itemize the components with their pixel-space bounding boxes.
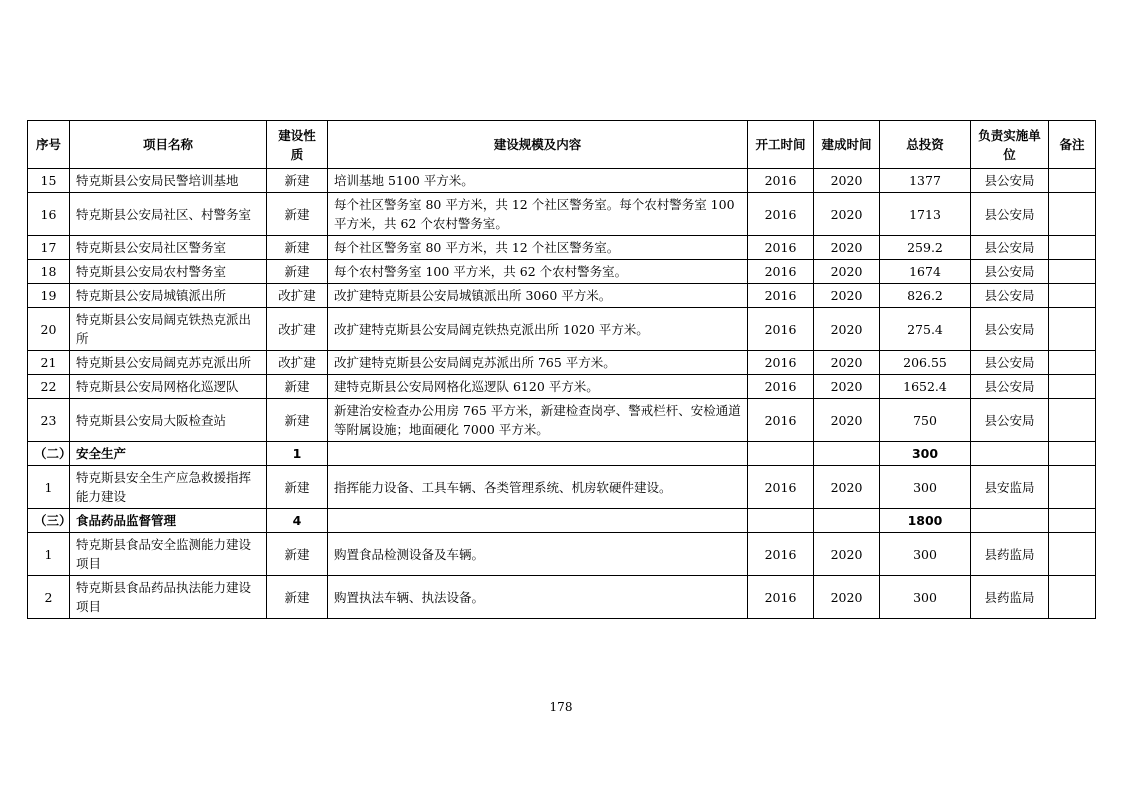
cell-note bbox=[1049, 236, 1096, 260]
cell-nature: 新建 bbox=[267, 533, 328, 576]
cell-content: 每个农村警务室 100 平方米，共 62 个农村警务室。 bbox=[328, 260, 748, 284]
cell-start: 2016 bbox=[748, 260, 814, 284]
cell-invest: 275.4 bbox=[880, 308, 971, 351]
cell-unit: 县公安局 bbox=[971, 193, 1049, 236]
header-no: 序号 bbox=[28, 121, 70, 169]
cell-unit: 县药监局 bbox=[971, 533, 1049, 576]
cell-name: 特克斯县公安局社区、村警务室 bbox=[70, 193, 267, 236]
header-note: 备注 bbox=[1049, 121, 1096, 169]
cell-note bbox=[1049, 576, 1096, 619]
cell-nature: 1 bbox=[267, 442, 328, 466]
cell-nature: 改扩建 bbox=[267, 308, 328, 351]
cell-unit: 县公安局 bbox=[971, 308, 1049, 351]
cell-name: 安全生产 bbox=[70, 442, 267, 466]
section-row bbox=[28, 509, 1096, 533]
cell-no: 17 bbox=[28, 236, 70, 260]
cell-content: 购置食品检测设备及车辆。 bbox=[328, 533, 748, 576]
cell-name: 特克斯县公安局城镇派出所 bbox=[70, 284, 267, 308]
cell-unit bbox=[971, 509, 1049, 533]
cell-name: 特克斯县公安局社区警务室 bbox=[70, 236, 267, 260]
cell-content: 培训基地 5100 平方米。 bbox=[328, 169, 748, 193]
cell-note bbox=[1049, 308, 1096, 351]
cell-unit: 县公安局 bbox=[971, 284, 1049, 308]
section-row bbox=[28, 442, 1096, 466]
cell-content: 改扩建特克斯县公安局阔克苏派出所 765 平方米。 bbox=[328, 351, 748, 375]
cell-no: （三） bbox=[28, 509, 70, 533]
cell-nature: 改扩建 bbox=[267, 284, 328, 308]
cell-invest: 300 bbox=[880, 442, 971, 466]
cell-name: 特克斯县公安局网格化巡逻队 bbox=[70, 375, 267, 399]
cell-start: 2016 bbox=[748, 533, 814, 576]
cell-invest: 1652.4 bbox=[880, 375, 971, 399]
cell-no: （二） bbox=[28, 442, 70, 466]
cell-content bbox=[328, 509, 748, 533]
cell-unit: 县公安局 bbox=[971, 375, 1049, 399]
cell-name: 特克斯县公安局大阪检查站 bbox=[70, 399, 267, 442]
cell-start: 2016 bbox=[748, 351, 814, 375]
cell-no: 20 bbox=[28, 308, 70, 351]
cell-invest: 300 bbox=[880, 576, 971, 619]
cell-no: 16 bbox=[28, 193, 70, 236]
cell-no: 22 bbox=[28, 375, 70, 399]
page-number: 178 bbox=[549, 700, 573, 714]
cell-end: 2020 bbox=[814, 375, 880, 399]
cell-unit: 县公安局 bbox=[971, 399, 1049, 442]
cell-end: 2020 bbox=[814, 399, 880, 442]
cell-nature: 新建 bbox=[267, 169, 328, 193]
cell-note bbox=[1049, 375, 1096, 399]
project-table bbox=[27, 120, 1096, 619]
cell-content: 建特克斯县公安局网格化巡逻队 6120 平方米。 bbox=[328, 375, 748, 399]
cell-end: 2020 bbox=[814, 576, 880, 619]
cell-invest: 259.2 bbox=[880, 236, 971, 260]
cell-name: 特克斯县公安局农村警务室 bbox=[70, 260, 267, 284]
table-row bbox=[28, 466, 1096, 509]
cell-start: 2016 bbox=[748, 466, 814, 509]
cell-note bbox=[1049, 399, 1096, 442]
cell-nature: 新建 bbox=[267, 236, 328, 260]
cell-unit bbox=[971, 442, 1049, 466]
cell-content: 新建治安检查办公用房 765 平方米，新建检查岗亭、警戒栏杆、安检通道等附属设施；地面硬化 7000 平方米。 bbox=[328, 399, 748, 442]
cell-no: 19 bbox=[28, 284, 70, 308]
cell-end: 2020 bbox=[814, 308, 880, 351]
cell-nature: 4 bbox=[267, 509, 328, 533]
header-row bbox=[28, 121, 1096, 169]
cell-end: 2020 bbox=[814, 533, 880, 576]
cell-note bbox=[1049, 193, 1096, 236]
cell-start: 2016 bbox=[748, 193, 814, 236]
table-row bbox=[28, 260, 1096, 284]
cell-note bbox=[1049, 533, 1096, 576]
cell-note bbox=[1049, 351, 1096, 375]
cell-invest: 1377 bbox=[880, 169, 971, 193]
table-row bbox=[28, 576, 1096, 619]
cell-note bbox=[1049, 169, 1096, 193]
cell-name: 特克斯县安全生产应急救援指挥能力建设 bbox=[70, 466, 267, 509]
table-row bbox=[28, 308, 1096, 351]
cell-start: 2016 bbox=[748, 375, 814, 399]
header-unit: 负责实施单位 bbox=[971, 121, 1049, 169]
cell-start: 2016 bbox=[748, 576, 814, 619]
table-row bbox=[28, 533, 1096, 576]
cell-start: 2016 bbox=[748, 399, 814, 442]
cell-invest: 206.55 bbox=[880, 351, 971, 375]
cell-invest: 1800 bbox=[880, 509, 971, 533]
cell-note bbox=[1049, 442, 1096, 466]
cell-content: 指挥能力设备、工具车辆、各类管理系统、机房软硬件建设。 bbox=[328, 466, 748, 509]
cell-content: 改扩建特克斯县公安局城镇派出所 3060 平方米。 bbox=[328, 284, 748, 308]
cell-name: 特克斯县食品药品执法能力建设项目 bbox=[70, 576, 267, 619]
cell-start bbox=[748, 509, 814, 533]
cell-no: 21 bbox=[28, 351, 70, 375]
table-body bbox=[28, 169, 1096, 619]
cell-end: 2020 bbox=[814, 193, 880, 236]
cell-name: 特克斯县食品安全监测能力建设项目 bbox=[70, 533, 267, 576]
cell-end: 2020 bbox=[814, 351, 880, 375]
table-row bbox=[28, 169, 1096, 193]
cell-invest: 826.2 bbox=[880, 284, 971, 308]
cell-start: 2016 bbox=[748, 169, 814, 193]
cell-note bbox=[1049, 284, 1096, 308]
cell-end: 2020 bbox=[814, 466, 880, 509]
table-row bbox=[28, 351, 1096, 375]
cell-note bbox=[1049, 466, 1096, 509]
cell-content bbox=[328, 442, 748, 466]
header-nature: 建设性质 bbox=[267, 121, 328, 169]
cell-nature: 改扩建 bbox=[267, 351, 328, 375]
cell-note bbox=[1049, 260, 1096, 284]
cell-unit: 县公安局 bbox=[971, 236, 1049, 260]
table-row bbox=[28, 284, 1096, 308]
cell-invest: 300 bbox=[880, 533, 971, 576]
cell-no: 2 bbox=[28, 576, 70, 619]
cell-no: 1 bbox=[28, 466, 70, 509]
cell-unit: 县公安局 bbox=[971, 260, 1049, 284]
cell-no: 15 bbox=[28, 169, 70, 193]
cell-no: 1 bbox=[28, 533, 70, 576]
cell-end: 2020 bbox=[814, 260, 880, 284]
cell-unit: 县公安局 bbox=[971, 169, 1049, 193]
table-row bbox=[28, 399, 1096, 442]
cell-start: 2016 bbox=[748, 236, 814, 260]
cell-content: 每个社区警务室 80 平方米，共 12 个社区警务室。每个农村警务室 100 平方米，共 62 个农村警务室。 bbox=[328, 193, 748, 236]
cell-end: 2020 bbox=[814, 169, 880, 193]
cell-end bbox=[814, 509, 880, 533]
cell-name: 食品药品监督管理 bbox=[70, 509, 267, 533]
cell-name: 特克斯县公安局阔克苏克派出所 bbox=[70, 351, 267, 375]
header-end: 建成时间 bbox=[814, 121, 880, 169]
cell-content: 改扩建特克斯县公安局阔克铁热克派出所 1020 平方米。 bbox=[328, 308, 748, 351]
cell-invest: 750 bbox=[880, 399, 971, 442]
table-row bbox=[28, 375, 1096, 399]
cell-note bbox=[1049, 509, 1096, 533]
table-row bbox=[28, 193, 1096, 236]
cell-name: 特克斯县公安局民警培训基地 bbox=[70, 169, 267, 193]
header-content: 建设规模及内容 bbox=[328, 121, 748, 169]
cell-unit: 县安监局 bbox=[971, 466, 1049, 509]
cell-no: 18 bbox=[28, 260, 70, 284]
cell-nature: 新建 bbox=[267, 260, 328, 284]
cell-nature: 新建 bbox=[267, 399, 328, 442]
cell-invest: 1674 bbox=[880, 260, 971, 284]
cell-content: 购置执法车辆、执法设备。 bbox=[328, 576, 748, 619]
cell-nature: 新建 bbox=[267, 375, 328, 399]
table-row bbox=[28, 236, 1096, 260]
cell-nature: 新建 bbox=[267, 193, 328, 236]
cell-end bbox=[814, 442, 880, 466]
cell-no: 23 bbox=[28, 399, 70, 442]
cell-start bbox=[748, 442, 814, 466]
cell-content: 每个社区警务室 80 平方米，共 12 个社区警务室。 bbox=[328, 236, 748, 260]
cell-invest: 1713 bbox=[880, 193, 971, 236]
cell-nature: 新建 bbox=[267, 576, 328, 619]
header-name: 项目名称 bbox=[70, 121, 267, 169]
cell-end: 2020 bbox=[814, 236, 880, 260]
cell-invest: 300 bbox=[880, 466, 971, 509]
cell-start: 2016 bbox=[748, 308, 814, 351]
cell-end: 2020 bbox=[814, 284, 880, 308]
cell-nature: 新建 bbox=[267, 466, 328, 509]
cell-unit: 县药监局 bbox=[971, 576, 1049, 619]
cell-unit: 县公安局 bbox=[971, 351, 1049, 375]
header-invest: 总投资 bbox=[880, 121, 971, 169]
header-start: 开工时间 bbox=[748, 121, 814, 169]
cell-start: 2016 bbox=[748, 284, 814, 308]
cell-name: 特克斯县公安局阔克铁热克派出所 bbox=[70, 308, 267, 351]
